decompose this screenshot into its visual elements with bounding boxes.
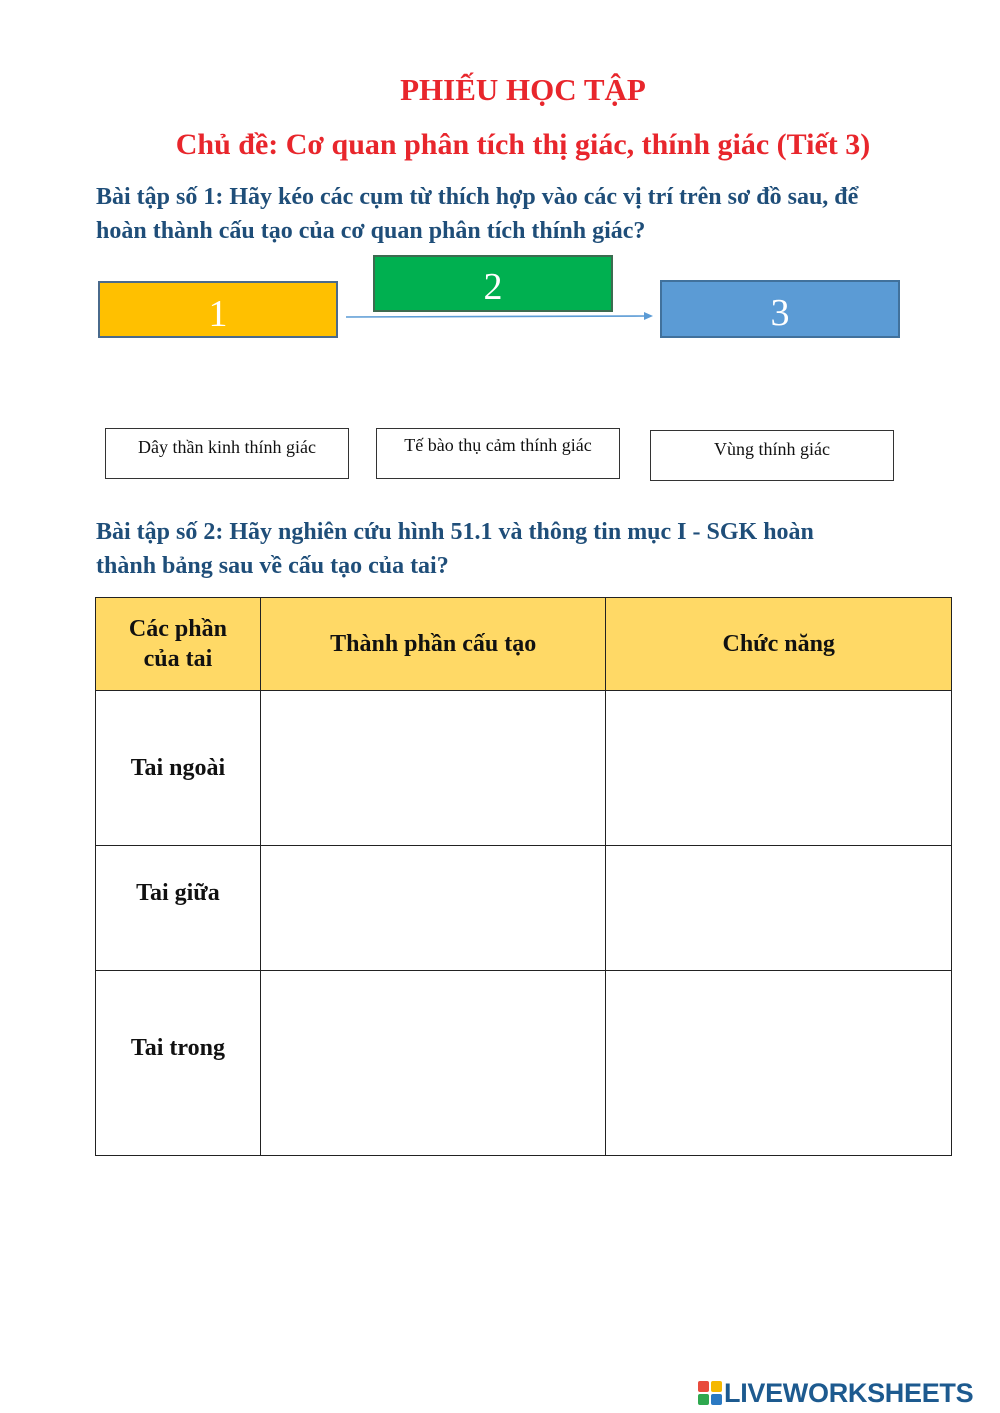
- row-label-middle-ear: Tai giữa: [96, 846, 261, 971]
- exercise-2-line-2: thành bảng sau về cấu tạo của tai?: [96, 553, 449, 579]
- table-header-row: [96, 598, 952, 691]
- row-label-inner-ear: Tai trong: [96, 971, 261, 1156]
- exercise-1-line-1: Bài tập số 1: Hãy kéo các cụm từ thích hợp vào các vị trí trên sơ đồ sau, để: [96, 184, 859, 210]
- exercise-1-line-2: hoàn thành cấu tạo của cơ quan phân tích thính giác?: [96, 218, 646, 244]
- table-row: [96, 846, 952, 971]
- drag-chip-auditory-area[interactable]: Vùng thính giác: [650, 430, 894, 481]
- watermark-text: LIVEWORKSHEETS: [724, 1377, 974, 1408]
- exercise-2-prompt: [96, 515, 966, 583]
- drop-slot-3[interactable]: 3: [660, 280, 900, 338]
- liveworksheets-logo-icon: [698, 1381, 722, 1405]
- answer-cell-middle-function[interactable]: [606, 846, 952, 971]
- answer-cell-inner-function[interactable]: [606, 971, 952, 1156]
- header-components: Thành phần cấu tạo: [260, 598, 606, 691]
- answer-cell-outer-components[interactable]: [260, 691, 606, 846]
- header-function: Chức năng: [606, 598, 952, 691]
- flow-arrow-icon: [340, 306, 660, 326]
- drop-slot-2[interactable]: 2: [373, 255, 613, 312]
- exercise-2-line-1: Bài tập số 2: Hãy nghiên cứu hình 51.1 và thông tin mục I - SGK hoàn: [96, 519, 814, 545]
- row-label-outer-ear: Tai ngoài: [96, 691, 261, 846]
- exercise-1-prompt: [96, 180, 966, 248]
- drag-chip-auditory-nerve[interactable]: Dây thần kinh thính giác: [105, 428, 349, 479]
- table-row: [96, 971, 952, 1156]
- answer-cell-outer-function[interactable]: [606, 691, 952, 846]
- table-row: [96, 691, 952, 846]
- drag-chip-receptor-cells[interactable]: Tế bào thụ cảm thính giác: [376, 428, 620, 479]
- drop-slot-1[interactable]: 1: [98, 281, 338, 338]
- page-title: PHIẾU HỌC TẬP: [400, 72, 646, 107]
- ear-structure-table: [95, 597, 952, 1156]
- watermark: [698, 1378, 973, 1408]
- header-ear-parts: Các phần của tai: [96, 598, 261, 691]
- page-subtitle: Chủ đề: Cơ quan phân tích thị giác, thính giác (Tiết 3): [175, 128, 871, 161]
- answer-cell-middle-components[interactable]: [260, 846, 606, 971]
- answer-cell-inner-components[interactable]: [260, 971, 606, 1156]
